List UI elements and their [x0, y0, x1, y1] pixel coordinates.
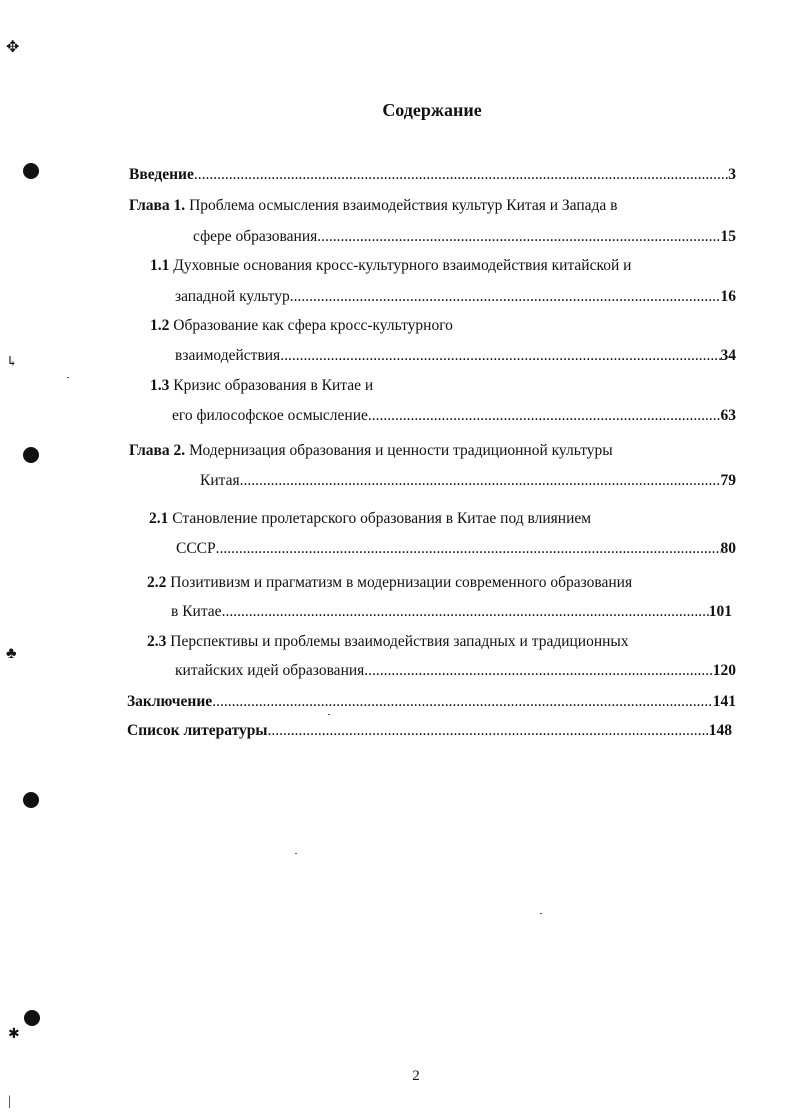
toc-entry-section-2-2	[147, 574, 632, 592]
toc-entry-chapter-2	[129, 442, 613, 460]
scan-mark-3: ♣	[6, 645, 17, 662]
toc-page-number: 3	[728, 166, 736, 183]
toc-entry-section-2-3	[147, 633, 629, 651]
toc-leader	[240, 472, 721, 490]
page-number: 2	[412, 1068, 420, 1084]
toc-page-number: 63	[720, 407, 736, 424]
toc-leader	[364, 662, 712, 680]
toc-chapter-prefix: Глава 1.	[129, 197, 186, 214]
toc-label: Список литературы	[127, 722, 268, 739]
toc-entry-references	[127, 722, 732, 740]
toc-label: Модернизация образования и ценности традиционной культуры	[185, 442, 613, 459]
toc-leader	[317, 228, 720, 246]
toc-label: китайских идей образования	[175, 662, 365, 679]
scan-speck	[295, 853, 297, 854]
toc-entry-chapter-2-cont	[200, 472, 736, 490]
toc-section-number: 1.1	[150, 257, 170, 274]
toc-leader	[372, 407, 721, 425]
toc-page-number: 79	[720, 472, 736, 489]
toc-label: его философское осмысление.	[172, 407, 372, 424]
toc-page-number: 101	[708, 603, 732, 620]
toc-section-number: 2.3	[147, 633, 167, 650]
toc-label: Заключение	[127, 693, 213, 710]
toc-entry-section-2-1-cont	[176, 540, 736, 558]
toc-leader	[222, 603, 709, 621]
toc-label: Введение	[129, 166, 194, 183]
toc-entry-section-1-3	[150, 377, 373, 395]
toc-leader	[290, 288, 721, 306]
scan-mark-5: |	[8, 1094, 11, 1109]
toc-chapter-prefix: Глава 2.	[129, 442, 186, 459]
toc-page-number: 120	[712, 662, 736, 679]
scan-mark-1: ✥	[6, 39, 20, 56]
toc-page-number: 15	[720, 228, 736, 245]
toc-label: Китая	[200, 472, 240, 489]
toc-leader	[280, 347, 720, 365]
toc-section-number: 2.1	[149, 510, 169, 527]
toc-section-number: 1.2	[150, 317, 170, 334]
toc-page-number: 148	[708, 722, 732, 739]
toc-entry-section-1-1	[150, 257, 631, 275]
toc-label: СССР	[176, 540, 216, 557]
punch-hole-3	[23, 792, 39, 808]
toc-leader	[194, 166, 728, 184]
toc-label: западной культур	[175, 288, 290, 305]
toc-page-number: 34	[720, 347, 736, 364]
scan-speck	[540, 913, 542, 914]
scan-speck	[328, 714, 330, 715]
toc-entry-intro	[129, 166, 736, 184]
scan-speck	[67, 377, 69, 378]
toc-page-number: 80	[720, 540, 736, 557]
toc-page-number: 141	[712, 693, 736, 710]
toc-label: Проблема осмысления взаимодействия культур Китая и Запада в	[185, 197, 618, 214]
toc-label: Образование как сфера кросс-культурного	[169, 317, 453, 334]
toc-label: в Китае	[171, 603, 222, 620]
toc-label: Позитивизм и прагматизм в модернизации современного образования	[166, 574, 633, 591]
toc-section-number: 1.3	[150, 377, 170, 394]
toc-label: Духовные основания кросс-культурного взаимодействия китайской и	[169, 257, 632, 274]
toc-label: взаимодействия	[175, 347, 281, 364]
punch-hole-4	[24, 1010, 40, 1026]
toc-section-number: 2.2	[147, 574, 167, 591]
toc-leader	[212, 693, 713, 711]
toc-entry-section-2-2-cont	[171, 603, 732, 621]
toc-entry-chapter-1-cont	[193, 228, 736, 246]
toc-label: Кризис образования в Китае и	[169, 377, 374, 394]
punch-hole-2	[23, 447, 39, 463]
toc-entry-section-1-1-cont	[175, 288, 736, 306]
toc-entry-section-1-3-cont	[172, 407, 736, 425]
toc-entry-section-1-2	[150, 317, 453, 335]
toc-leader	[216, 540, 721, 558]
punch-hole-1	[23, 163, 39, 179]
toc-entry-conclusion	[127, 693, 736, 711]
page-title: Содержание	[382, 100, 482, 120]
toc-entry-chapter-1	[129, 197, 617, 215]
scan-mark-2: ↳	[6, 355, 18, 370]
toc-label: Перспективы и проблемы взаимодействия западных и традиционных	[166, 633, 629, 650]
scan-mark-4: ✱	[8, 1027, 20, 1042]
toc-entry-section-2-3-cont	[175, 662, 736, 680]
toc-leader	[267, 722, 708, 740]
toc-entry-section-1-2-cont	[175, 347, 736, 365]
toc-entry-section-2-1	[149, 510, 591, 528]
toc-page-number: 16	[720, 288, 736, 305]
toc-label: сфере образования	[193, 228, 318, 245]
toc-label: Становление пролетарского образования в Китае под влиянием	[168, 510, 592, 527]
